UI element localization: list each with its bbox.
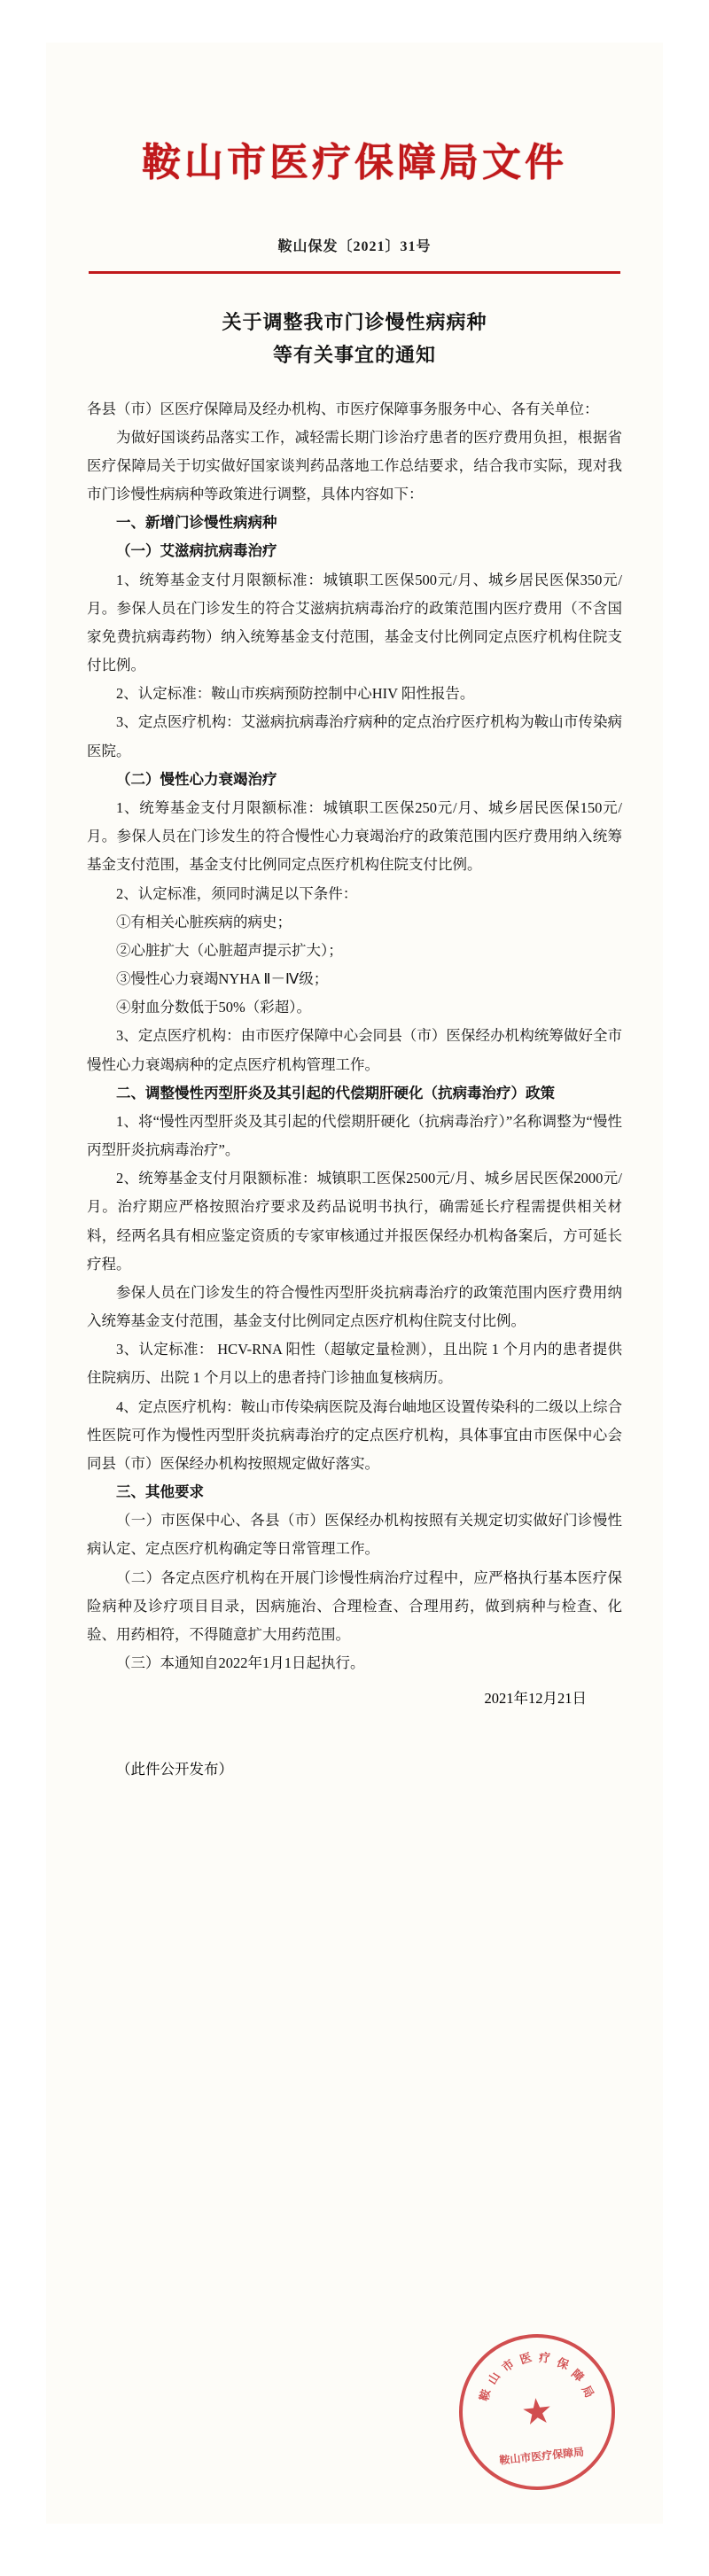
paragraph: 4、定点医疗机构：鞍山市传染病医院及海台岫地区设置传染科的二级以上综合性医院可作为慢性丙型肝炎抗病毒治疗的定点医疗机构，具体事宜由市医保中心会同县（市）医保经办机构按照规定做好落实。 xyxy=(87,1397,622,1472)
seal-bottom-text: 鞍山市医疗保障局 xyxy=(498,2445,585,2467)
document-sheet xyxy=(46,43,663,2524)
paragraph: 各县（市）区医疗保障局及经办机构、市医疗保障事务服务中心、各有关单位： xyxy=(87,400,599,417)
section-heading: （二）慢性心力衰竭治疗 xyxy=(116,770,277,788)
signature-date: 2021年12月21日 xyxy=(484,1690,587,1708)
paragraph: 2、认定标准：鞍山市疾病预防控制中心HIV 阳性报告。 xyxy=(116,685,475,703)
paragraph: 1、统筹基金支付月限额标准：城镇职工医保250元/月、城乡居民医保150元/月。参保人员在门诊发生的符合慢性心力衰竭治疗的政策范围内医疗费用纳入统筹基金支付范围，基金支付比例同定点医疗机构住院支付比例。 xyxy=(87,798,622,874)
paragraph: ①有相关心脏疾病的病史； xyxy=(116,913,292,930)
paragraph: 3、定点医疗机构：由市医疗保障中心会同县（市）医保经办机构统筹做好全市慢性心力衰竭病种的定点医疗机构管理工作。 xyxy=(87,1027,622,1073)
paragraph: 参保人员在门诊发生的符合慢性丙型肝炎抗病毒治疗的政策范围内医疗费用纳入统筹基金支付范围，基金支付比例同定点医疗机构住院支付比例。 xyxy=(87,1283,622,1330)
section-heading: 二、调整慢性丙型肝炎及其引起的代偿期肝硬化（抗病毒治疗）政策 xyxy=(116,1084,555,1101)
paragraph: 1、统筹基金支付月限额标准：城镇职工医保500元/月、城乡居民医保350元/月。参保人员在门诊发生的符合艾滋病抗病毒治疗的政策范围内医疗费用（不含国家免费抗病毒药物）纳入统筹基金支付范围，基金支付比例同定点医疗机构住院支付比例。 xyxy=(87,571,622,674)
paragraph: 3、定点医疗机构：艾滋病抗病毒治疗病种的定点治疗医疗机构为鞍山市传染病医院。 xyxy=(87,713,622,759)
paragraph: ②心脏扩大（心脏超声提示扩大）； xyxy=(116,941,343,959)
document-body xyxy=(46,395,663,1678)
paragraph: （二）各定点医疗机构在开展门诊慢性病治疗过程中，应严格执行基本医疗保险病种及诊疗项目目录，因病施治、合理检查、合理用药，做到病种与检查、化验、用药相符，不得随意扩大用药范围。 xyxy=(87,1568,622,1643)
section-heading: 三、其他要求 xyxy=(116,1483,204,1501)
paragraph: 1、将“慢性丙型肝炎及其引起的代偿期肝硬化（抗病毒治疗）”名称调整为“慢性丙型肝炎抗病毒治疗”。 xyxy=(87,1112,622,1159)
paragraph: 为做好国谈药品落实工作，减轻需长期门诊治疗患者的医疗费用负担，根据省医疗保障局关于切实做好国家谈判药品落地工作总结要求，结合我市实际，现对我市门诊慢性病病种等政策进行调整，具体内容如下： xyxy=(87,428,622,503)
paragraph: ④射血分数低于50%（彩超）。 xyxy=(116,999,311,1016)
paragraph: （一）市医保中心、各县（市）医保经办机构按照有关规定切实做好门诊慢性病认定、定点医疗机构确定等日常管理工作。 xyxy=(87,1512,622,1558)
red-divider xyxy=(89,271,620,274)
seal-star-icon: ★ xyxy=(518,2390,556,2433)
seal-ring-text: 鞍 山 市 医 疗 保 障 局 xyxy=(477,2350,597,2402)
paragraph: 3、认定标准： HCV-RNA 阳性（超敏定量检测），且出院 1 个月内的患者提供住院病历、出院 1 个月以上的患者持门诊抽血复核病历。 xyxy=(87,1341,622,1387)
footer-note: （此件公开发布） xyxy=(116,1761,233,1778)
subject-line-1: 关于调整我市门诊慢性病病种 xyxy=(222,310,487,333)
paragraph: 2、认定标准，须同时满足以下条件： xyxy=(116,884,358,902)
page-title: 鞍山市医疗保障局文件 xyxy=(142,140,567,185)
section-heading: 一、新增门诊慢性病病种 xyxy=(116,514,277,532)
document-number: 鞍山保发〔2021〕31号 xyxy=(277,238,432,254)
subject-line-2: 等有关事宜的通知 xyxy=(272,344,436,367)
official-seal-stamp xyxy=(451,2326,622,2497)
paragraph: 2、统筹基金支付月限额标准：城镇职工医保2500元/月、城乡居民医保2000元/月。治疗期应严格按照治疗要求及药品说明书执行，确需延长疗程需提供相关材料，经两名具有相应鉴定资质的专家审核通过并报医保经办机构备案后，方可延长疗程。 xyxy=(87,1170,622,1272)
document-subject xyxy=(46,306,663,372)
paragraph: ③慢性心力衰竭NYHA Ⅱ－Ⅳ级； xyxy=(116,970,329,988)
paragraph: （三）本通知自2022年1月1日起执行。 xyxy=(116,1654,365,1672)
section-heading: （一）艾滋病抗病毒治疗 xyxy=(116,542,277,560)
